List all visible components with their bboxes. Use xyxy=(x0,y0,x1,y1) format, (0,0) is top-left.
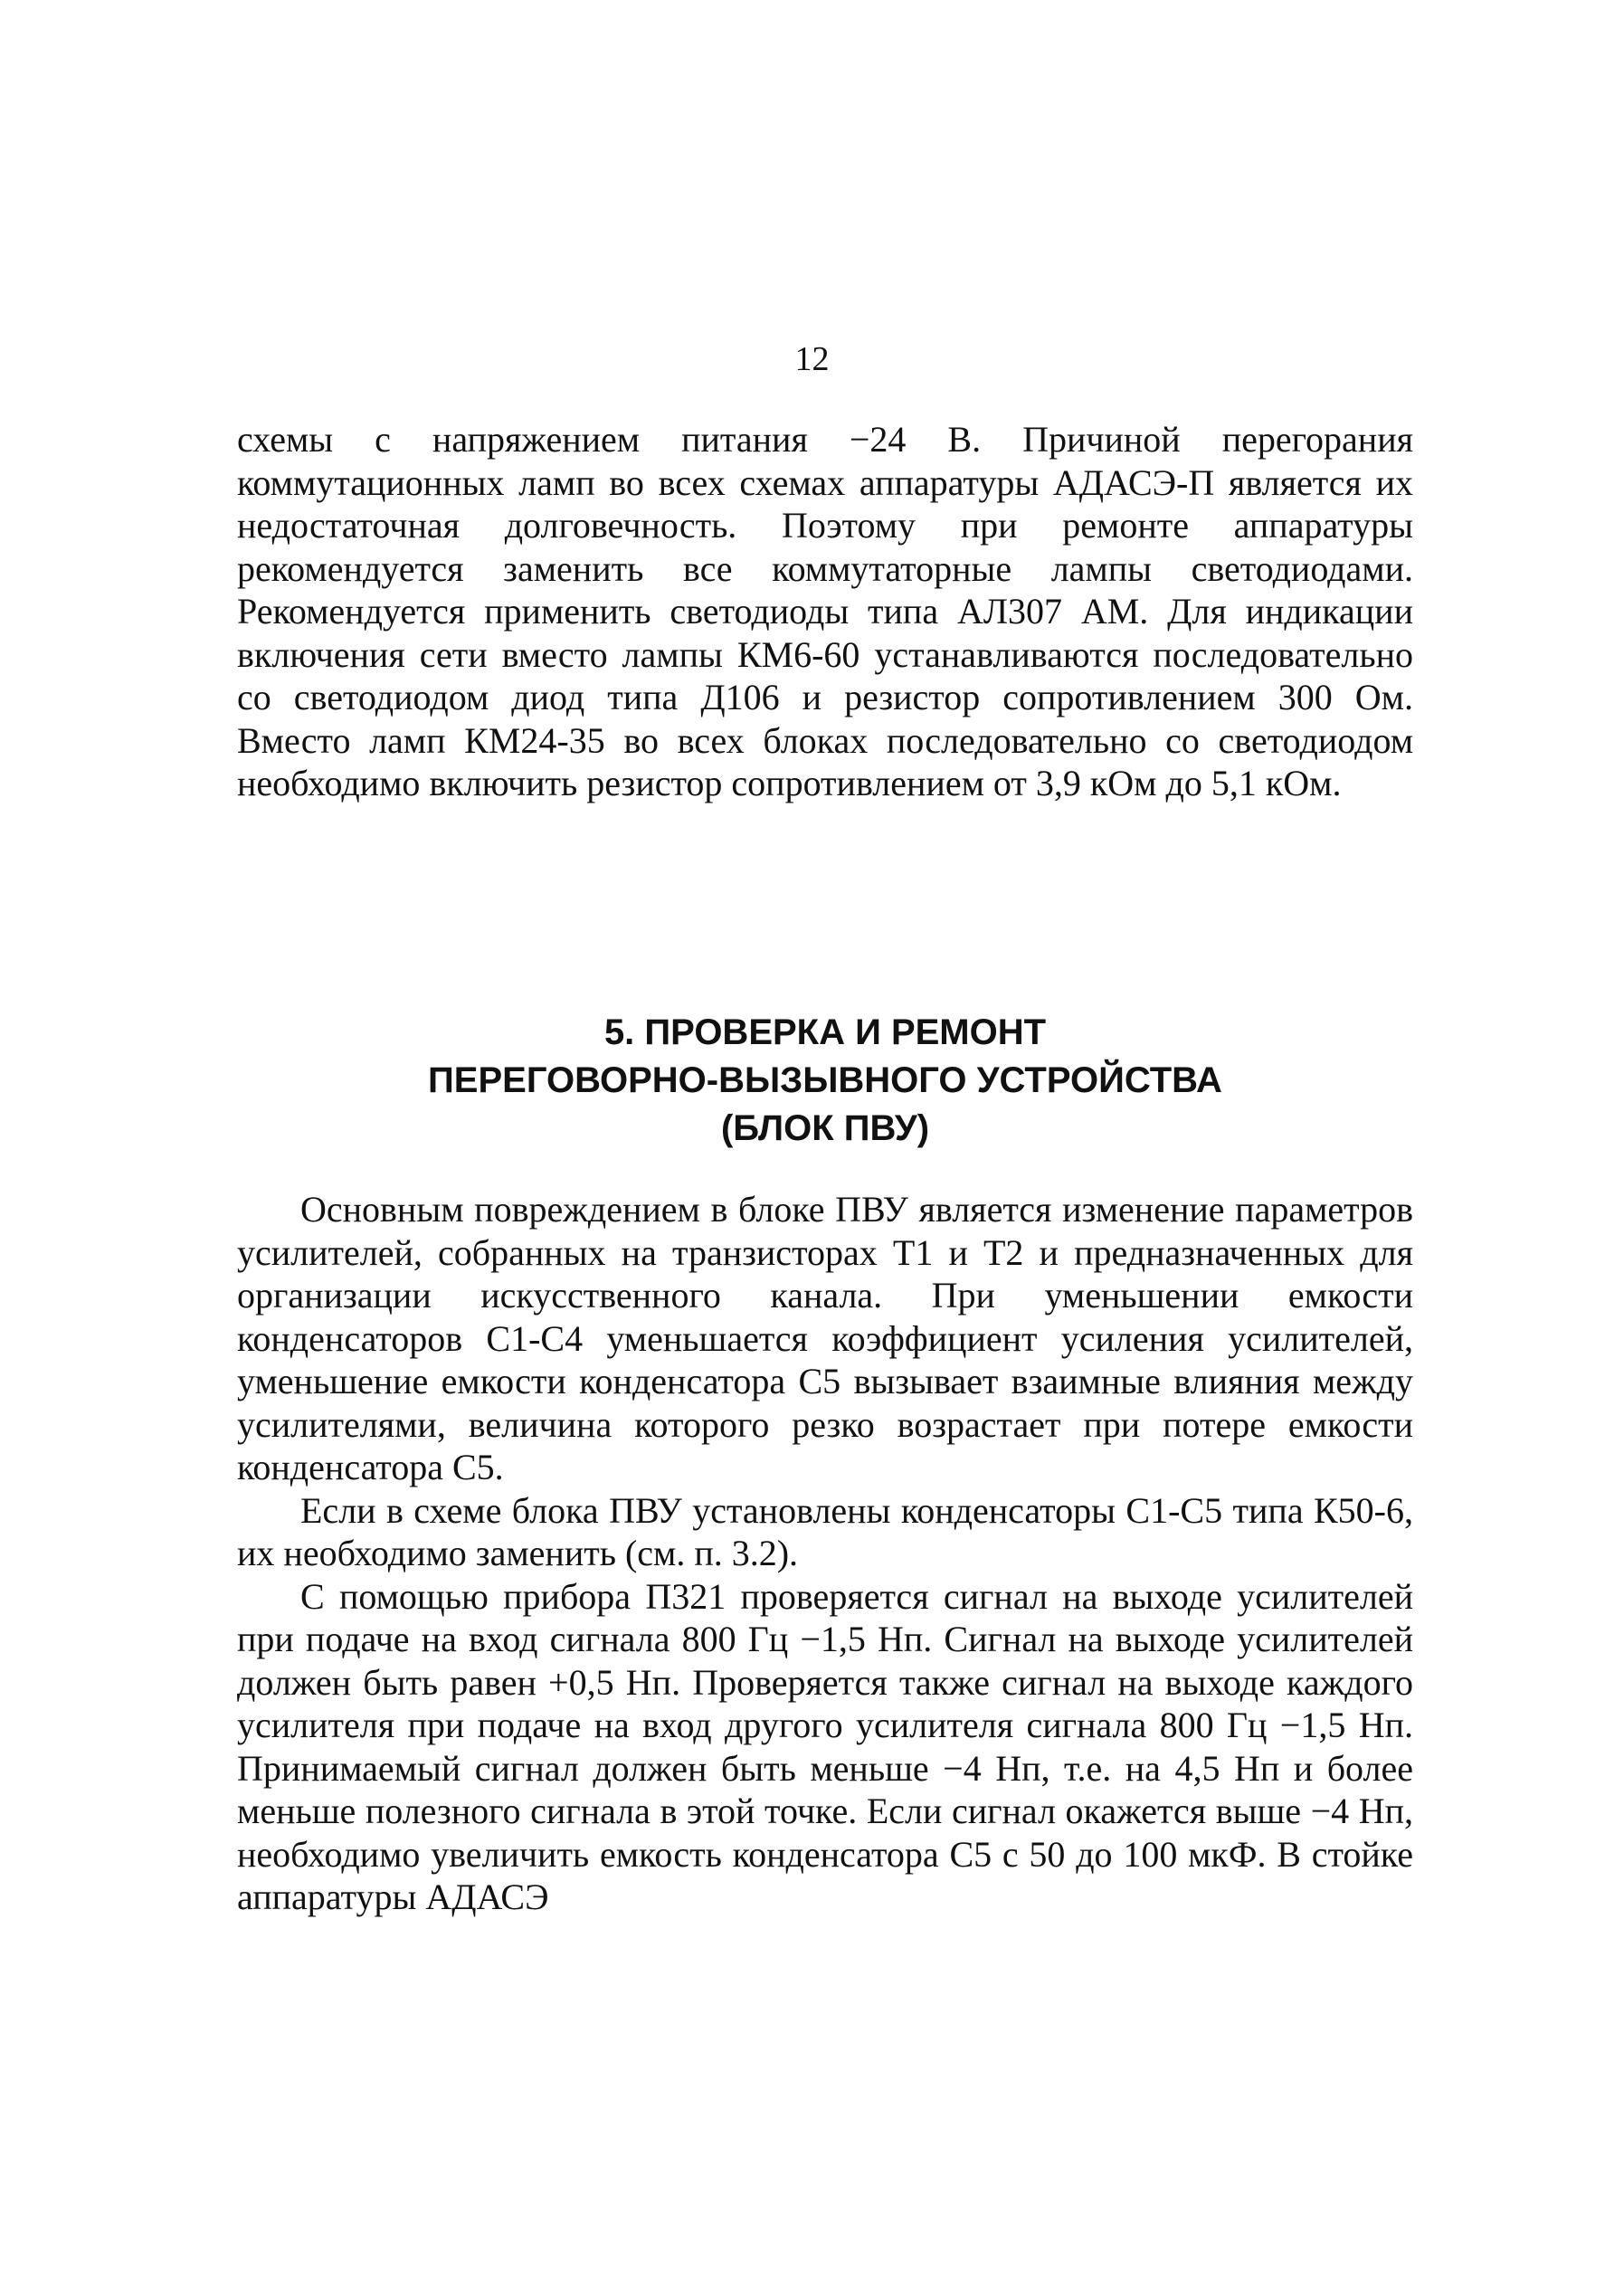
section-paragraph-3: С помощью прибора П321 проверяется сигнал на выходе усилителей при подаче на вход сигнала 800 Гц −1,5 Нп. Сигнал на выходе усилителей должен быть равен +0,5 Нп. Проверяется также сигнал на выходе каждого усилителя при подаче на вход другого усилителя сигнала 800 Гц −1,5 Нп. Принимаемый сигнал должен быть меньше −4 Нп, т.е. на 4,5 Нп и более меньше полезного сигнала в этой точке. Если сигнал окажется выше −4 Нп, необходимо увеличить емкость конденсатора С5 с 50 до 100 мкФ. В стойке аппаратуры АДАСЭ xyxy=(237,1575,1413,1917)
page-number: 12 xyxy=(794,340,830,378)
section-paragraph-1: Основным повреждением в блоке ПВУ является изменение параметров усилителей, собранных на транзисторах Т1 и Т2 и предназначенных для организации искусственного канала. При уменьшении емкости конденсаторов С1-С4 уменьшается коэффициент усиления усилителей, уменьшение емкости конденсатора С5 вызывает взаимные влияния между усилителями, величина которого резко возрастает при потере емкости конденсатора С5. xyxy=(237,1189,1413,1487)
section-heading xyxy=(237,1009,1413,1153)
section-body xyxy=(237,1188,1413,1919)
section-heading-line-2: ПЕРЕГОВОРНО-ВЫЗЫВНОГО УСТРОЙСТВА xyxy=(428,1060,1222,1100)
intro-text-block xyxy=(237,418,1413,805)
section-heading-line-3: (БЛОК ПВУ) xyxy=(720,1108,930,1148)
intro-paragraph: схемы с напряжением питания −24 В. Причиной перегорания коммутационных ламп во всех схемах аппаратуры АДАСЭ-П является их недостаточная долговечность. Поэтому при ремонте аппаратуры рекомендуется заменить все коммутаторные лампы светодиодами. Рекомендуется применить светодиоды типа АЛ307 АМ. Для индикации включения сети вместо лампы КМ6-60 устанавливаются последовательно со светодиодом диод типа Д106 и резистор сопротивлением 300 Ом. Вместо ламп КМ24-35 во всех блоках последовательно со светодиодом необходимо включить резистор сопротивлением от 3,9 кОм до 5,1 кОм. xyxy=(237,419,1413,803)
section-paragraph-2: Если в схеме блока ПВУ установлены конденсаторы С1-С5 типа К50-6, их необходимо заменить (см. п. 3.2). xyxy=(237,1489,1413,1573)
section-heading-line-1: 5. ПРОВЕРКА И РЕМОНТ xyxy=(603,1012,1047,1052)
